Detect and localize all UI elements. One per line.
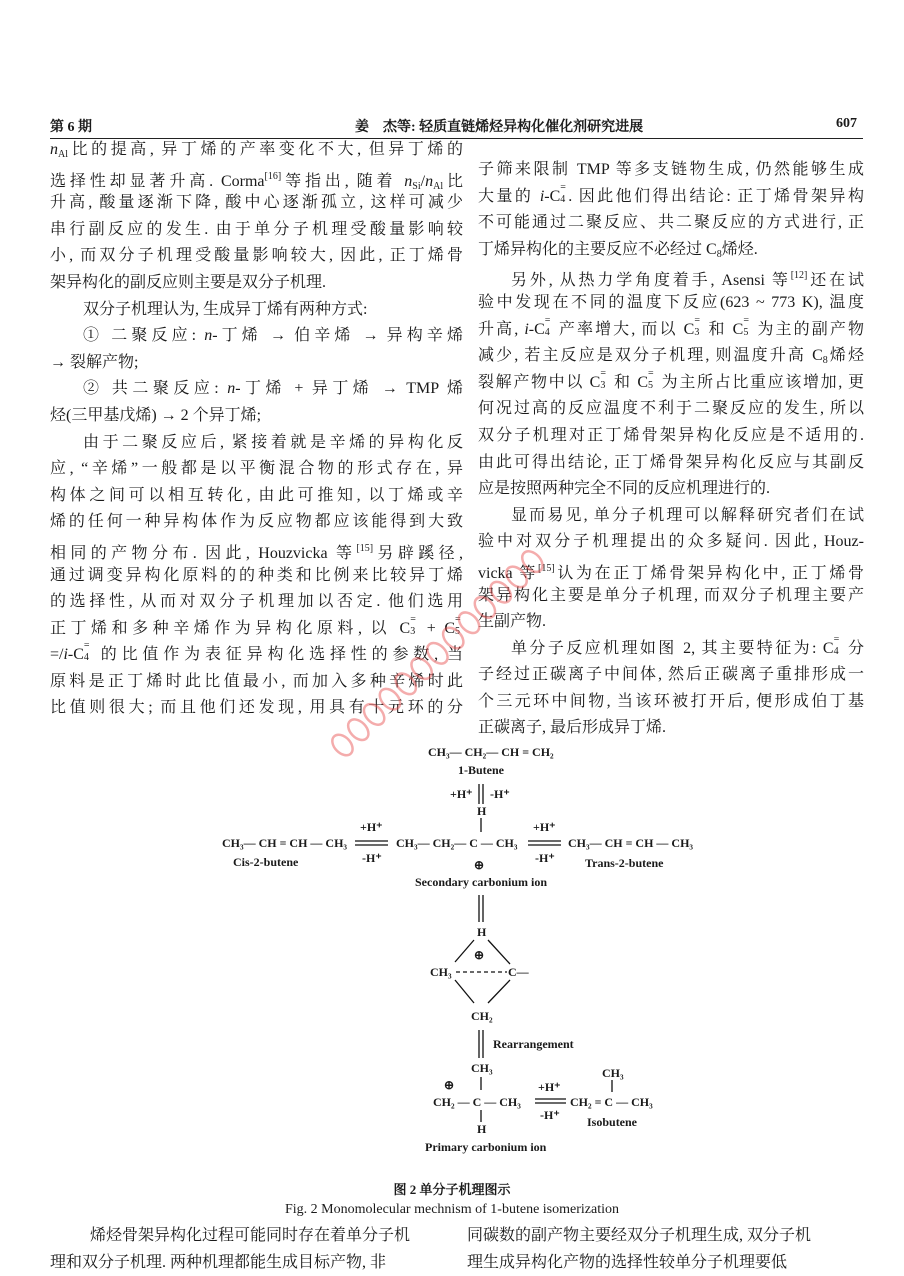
text-run: 烯烃.	[721, 240, 758, 258]
positive-charge-icon: ⊕	[474, 858, 485, 872]
text-run: 架异构化主要是单分子机理, 而双分子机理主要产	[478, 586, 864, 604]
text-run: 单分子反应机理如图 2, 其主要特征为: C	[511, 639, 834, 657]
subscript: 4	[833, 645, 839, 657]
superscript: =	[648, 367, 654, 379]
text-run: vicka 等	[478, 564, 538, 582]
citation-superscript: [12]	[790, 270, 808, 282]
text-run: 大量的	[478, 187, 540, 205]
positive-charge-icon: ⊕	[474, 948, 485, 962]
text-run: 丁烯异构化的主要反应不必经过 C	[478, 240, 717, 258]
running-title: 姜 杰等: 轻质直链烯烃异构化催化剂研究进展	[355, 120, 644, 135]
text-run: -丁烯 → 伯辛烯 → 异构辛烯	[212, 327, 463, 345]
secondary-carbonium-label: Secondary carbonium ion	[415, 875, 548, 889]
text-run: 升高,	[478, 320, 525, 338]
text-run: 还在试	[807, 272, 864, 290]
text-run: 生副产物.	[478, 613, 547, 631]
text-run: 减少, 若主反应是双分子机理, 则温度升高 C	[478, 347, 823, 365]
superscript: =	[455, 613, 461, 625]
hydrogen-label: H	[477, 804, 487, 818]
text-run: 双分子机理认为, 生成异丁烯有两种方式:	[83, 300, 368, 318]
text-run: /	[420, 172, 426, 190]
text-run: 选择性却显著升高. Corma	[50, 172, 265, 190]
text-run: 由此可得出结论, 正丁烯骨架异构化反应与其副反	[478, 453, 864, 471]
subscript: Si	[412, 180, 421, 192]
plus-h-label: +H⁺	[450, 787, 473, 801]
italic-symbol: n	[204, 327, 213, 345]
text-run: → 裂解产物;	[50, 353, 139, 371]
text-run: 验中对双分子机理提出的众多疑问. 因此, Houz-	[478, 533, 864, 551]
text-run: 子经过正碳离子中间体, 然后正碳离子重排形成一	[478, 666, 864, 684]
subscript: 3	[600, 379, 606, 391]
superscript: =	[743, 314, 749, 326]
text-run: -C	[544, 187, 561, 205]
italic-symbol: n	[425, 172, 434, 190]
plus-h-label: +H⁺	[533, 820, 556, 834]
ring-bond	[488, 940, 510, 964]
subscript: 4	[560, 193, 566, 205]
text-run: 的选择性, 从而对双分子机理加以否定. 他们选用	[50, 593, 463, 611]
subscript: 3	[694, 326, 700, 338]
text-run: =/	[50, 646, 64, 664]
text-run: 升高, 酸量逐渐下降, 酸中心逐渐孤立, 这样可减少	[50, 194, 463, 212]
text-run: 应, “辛烯”一般都是以平衡混合物的形式存在, 异	[50, 460, 463, 478]
primary-ch3-label: CH₃	[471, 1061, 493, 1075]
cis-2-butene-label: Cis-2-butene	[233, 855, 299, 869]
text-run: ① 二聚反应:	[83, 327, 205, 345]
italic-symbol: n	[404, 172, 413, 190]
text-run: . 因此他们得出结论: 正丁烯骨架异构	[568, 187, 864, 205]
figure-caption-cn: 图 2 单分子机理图示	[393, 1182, 511, 1197]
text-run: 原料是正丁烯时此比值最小, 而加入多种辛烯时此	[50, 672, 463, 690]
text-run: 应是按照两种完全不同的反应机理进行的.	[478, 480, 771, 498]
subscript: 5	[648, 379, 653, 391]
subscript: 5	[455, 625, 460, 637]
bottom-right-text	[467, 1223, 867, 1276]
text-run: 产率增大, 而以 C	[552, 320, 695, 338]
subscript: 3	[410, 625, 416, 637]
ring-bond	[455, 980, 474, 1003]
subscript: 8	[716, 248, 722, 260]
text-run: 裂解产物中以 C	[478, 373, 601, 391]
subscript: 5	[743, 326, 749, 338]
text-line: 烯烃骨架异构化过程可能同时存在着单分子机	[90, 1227, 411, 1244]
isobutene-label: Isobutene	[587, 1115, 638, 1129]
text-run: 的比值作为表征异构化选择性的参数, 当	[91, 646, 463, 664]
minus-h-label: -H⁺	[362, 851, 382, 865]
isobutene-formula: CH₂ = C — CH₃	[570, 1095, 653, 1109]
superscript: =	[694, 314, 700, 326]
text-run: 和 C	[608, 373, 648, 391]
text-run: 正碳离子, 最后形成异丁烯.	[478, 719, 667, 737]
text-run: + C	[418, 619, 455, 637]
text-run: 和 C	[702, 320, 744, 338]
1-butene-label: 1-Butene	[458, 763, 504, 777]
subscript: 8	[822, 355, 828, 367]
trans-2-butene-formula: CH₃— CH = CH — CH₃	[568, 836, 694, 850]
text-run: 不可能通过二聚反应、共二聚反应的方式进行, 正	[478, 214, 864, 232]
text-run: 比	[443, 172, 463, 190]
italic-symbol: i	[63, 646, 68, 664]
isobutene-ch3-label: CH₃	[602, 1066, 624, 1080]
minus-h-label: -H⁺	[535, 851, 555, 865]
ring-bond	[488, 980, 510, 1003]
italic-symbol: n	[227, 380, 236, 398]
bottom-left-text	[50, 1223, 455, 1276]
text-run: 分	[841, 639, 864, 657]
secondary-carbonium-formula: CH₃— CH₂— C — CH₃	[396, 836, 518, 850]
text-line: 同碳数的副产物主要经双分子机理生成, 双分子机	[467, 1227, 812, 1244]
ring-ch2-label: CH₂	[471, 1009, 493, 1023]
hydrogen-label: H	[477, 1122, 487, 1136]
text-run: 比值则很大; 而且他们还发现, 用具有十元环的分	[50, 699, 463, 717]
text-run: 比的提高, 异丁烯的产率变化不大, 但异丁烯的	[68, 141, 463, 158]
text-run: 子筛来限制 TMP 等多支链物生成, 仍然能够生成	[478, 161, 864, 178]
text-run: 何况过高的反应温度不利于二聚反应的发生, 所以	[478, 400, 864, 418]
ring-bond	[455, 940, 474, 962]
text-run: -C	[67, 646, 84, 664]
minus-h-label: -H⁺	[490, 787, 510, 801]
superscript: =	[560, 181, 566, 193]
italic-symbol: n	[50, 141, 58, 158]
text-run: 架异构化的副反应则主要是双分子机理.	[50, 273, 327, 291]
superscript: =	[544, 314, 551, 326]
text-run: 烯烃	[827, 347, 864, 365]
text-run: 串行副反应的发生. 由于单分子机理受酸量影响较	[50, 220, 463, 238]
text-run: -C	[528, 320, 545, 338]
cis-2-butene-formula: CH₃— CH = CH — CH₃	[222, 836, 348, 850]
text-run: 小, 而双分子机理受酸量影响较大, 因此, 正丁烯骨	[50, 247, 463, 265]
superscript: =	[83, 640, 90, 652]
subscript: Al	[433, 180, 444, 192]
plus-h-label: +H⁺	[360, 820, 383, 834]
primary-carbonium-label: Primary carbonium ion	[425, 1140, 547, 1154]
text-run: 通过调变异构化原料的的种类和比例来比较异丁烯	[50, 566, 463, 584]
text-run: 另外, 从热力学角度着手, Asensi 等	[511, 272, 791, 290]
minus-h-label: -H⁺	[540, 1108, 560, 1122]
text-run: 烃(三甲基戊烯) → 2 个异丁烯;	[50, 406, 262, 424]
text-line: 理生成异构化产物的选择性较单分子机理要低	[467, 1253, 788, 1271]
1-butene-formula: CH₃— CH₂— CH = CH₂	[428, 745, 554, 759]
subscript: 4	[83, 652, 89, 664]
issue-label: 第 6 期	[50, 120, 92, 135]
hydrogen-label: H	[477, 925, 487, 939]
text-run: -丁烯 + 异丁烯 → TMP 烯	[235, 380, 463, 398]
figure-caption-en: Fig. 2 Monomolecular mechnism of 1-butene isomerization	[285, 1202, 619, 1217]
rearrangement-label: Rearrangement	[493, 1037, 574, 1051]
text-run: 构体之间可以相互转化, 由此可推知, 以丁烯或辛	[50, 486, 463, 504]
positive-charge-icon: ⊕	[444, 1078, 455, 1092]
text-line: 理和双分子机理. 两种机理都能生成目标产物, 非	[50, 1253, 387, 1271]
text-run: 双分子机理对正丁烯骨架异构化反应是不适用的.	[478, 426, 864, 444]
text-run: 由于二聚反应后, 紧接着就是辛烯的异构化反	[83, 433, 463, 451]
text-run: 个三元环中间物, 当该环被打开后, 便形成伯丁基	[478, 692, 864, 710]
text-run: 验中发现在不同的温度下反应(623 ~ 773 K), 温度	[478, 293, 864, 311]
italic-symbol: i	[539, 187, 545, 205]
primary-carbonium-formula: CH₂ — C — CH₃	[433, 1095, 521, 1109]
ring-ch3-label: CH₃	[430, 965, 452, 979]
text-run: 为主所占比重应该增加, 更	[656, 373, 864, 391]
italic-symbol: i	[524, 320, 529, 338]
citation-superscript: [16]	[264, 170, 282, 182]
text-run: 正丁烯和多种辛烯作为异构化原料, 以 C	[50, 619, 411, 637]
superscript: =	[833, 633, 840, 645]
subscript: 4	[544, 326, 550, 338]
page-number: 607	[836, 116, 857, 131]
text-run: 相同的产物分布. 因此, Houzvicka 等	[50, 544, 357, 562]
text-run: ② 共二聚反应:	[83, 380, 228, 398]
trans-2-butene-label: Trans-2-butene	[585, 856, 664, 870]
superscript: =	[600, 367, 606, 379]
subscript: Al	[58, 149, 68, 160]
citation-superscript: [15]	[537, 562, 555, 574]
text-run: 烯的任何一种异构体作为反应物都应该能得到大致	[50, 513, 463, 531]
superscript: =	[410, 613, 416, 625]
plus-h-label: +H⁺	[538, 1080, 561, 1094]
text-run: 另辟蹊径,	[373, 544, 463, 562]
text-run: 显而易见, 单分子机理可以解释研究者们在试	[511, 506, 864, 524]
text-run: 为主的副产物	[751, 320, 864, 338]
text-run: 等指出, 随着	[281, 172, 405, 190]
citation-superscript: [15]	[356, 542, 374, 554]
text-run: 认为在正丁烯骨架异构化中, 正丁烯骨	[554, 564, 864, 582]
ring-c-label: C—	[508, 965, 529, 979]
